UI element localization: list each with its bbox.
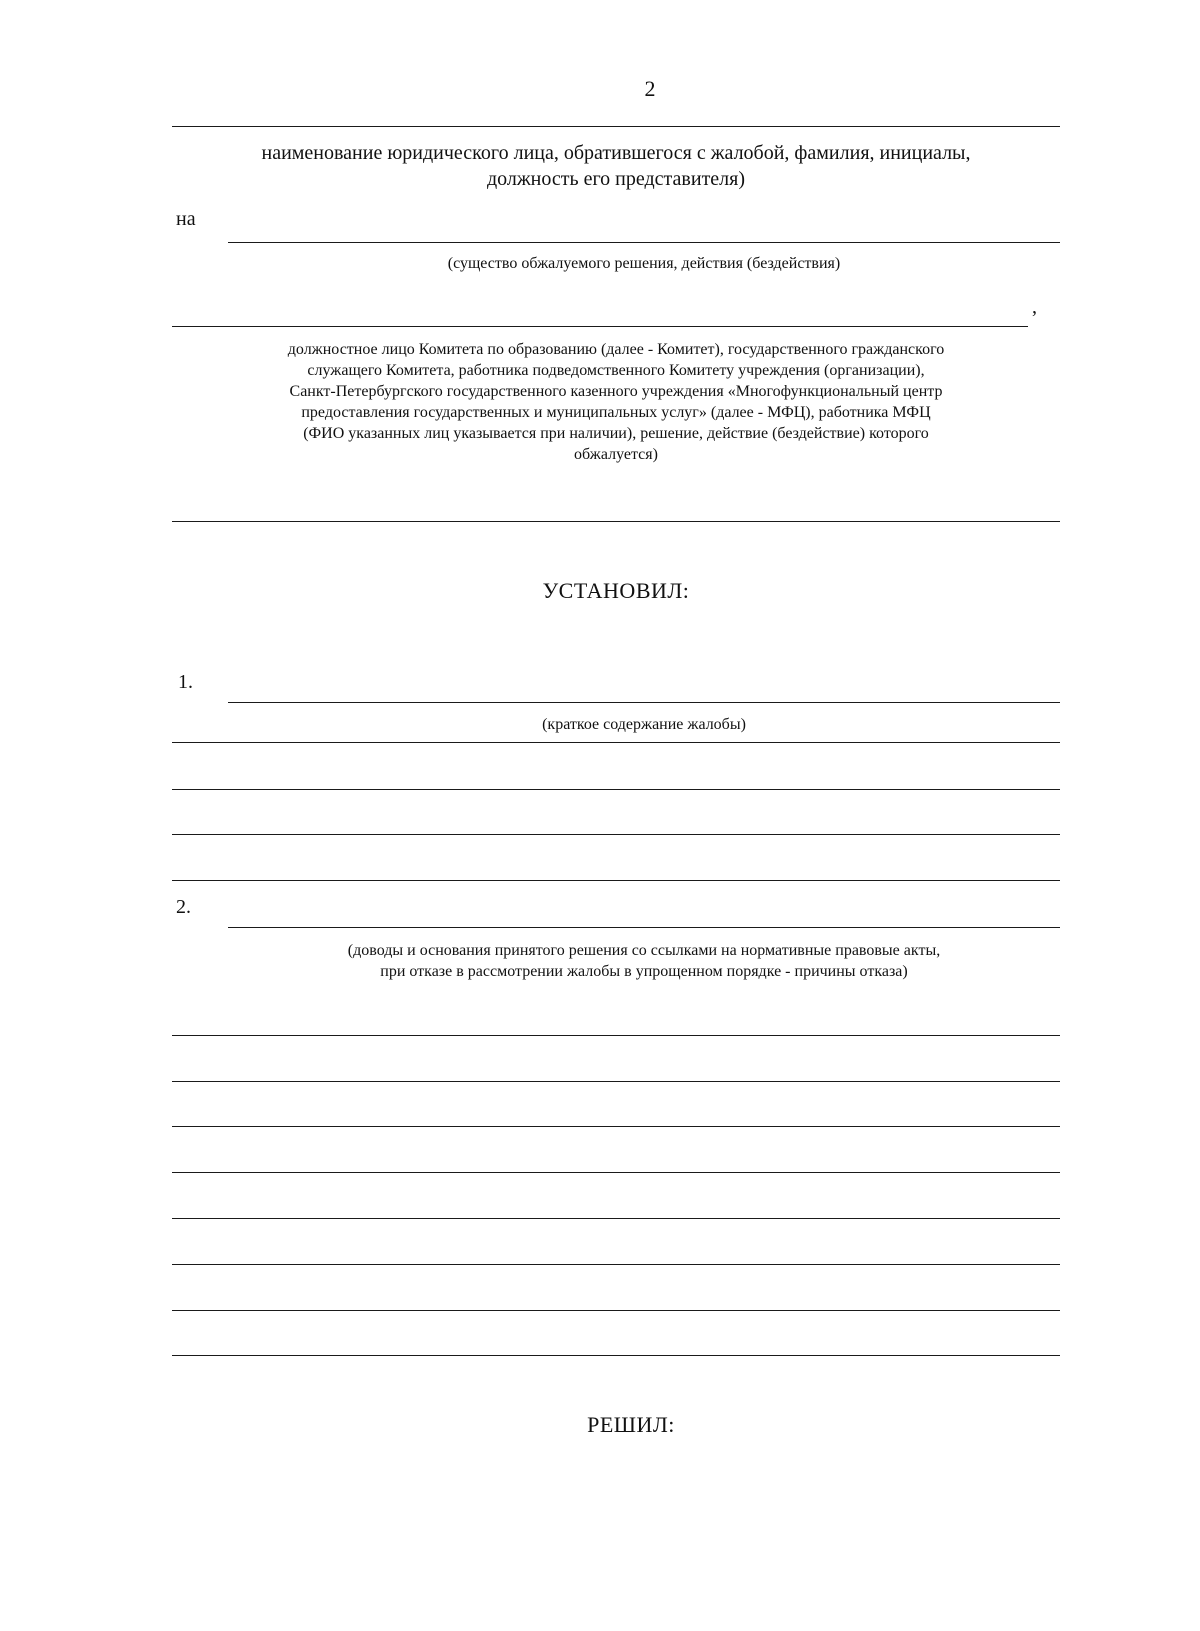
item-1-number: 1.	[178, 671, 193, 693]
subject-field-line[interactable]	[228, 242, 1060, 243]
item-2-field-line[interactable]	[228, 927, 1060, 928]
applicant-caption-line-2: должность его представителя)	[486, 168, 746, 190]
item-2-continuation-line[interactable]	[172, 1172, 1060, 1173]
item-2-continuation-line[interactable]	[172, 1081, 1060, 1082]
official-caption-line-1: должностное лицо Комитета по образованию (далее - Комитет), государственного гражданского	[287, 341, 945, 358]
separator-line	[172, 521, 1060, 522]
official-caption-line-4: предоставления государственных и муниципальных услуг» (далее - МФЦ), работника МФЦ	[301, 404, 931, 421]
page-number: 2	[644, 76, 656, 101]
official-caption-line-6: обжалуется)	[574, 446, 658, 463]
on-label: на	[176, 208, 196, 230]
official-field-line[interactable]	[172, 326, 1028, 327]
item-2-caption-line-2: при отказе в рассмотрении жалобы в упрощенном порядке - причины отказа)	[380, 963, 908, 980]
item-2-number: 2.	[176, 896, 191, 918]
official-caption	[172, 339, 1060, 465]
item-2-continuation-line[interactable]	[172, 1355, 1060, 1356]
item-1-continuation-line[interactable]	[172, 742, 1060, 743]
official-caption-line-3: Санкт-Петербургского государственного казенного учреждения «Многофункциональный центр	[289, 383, 943, 400]
item-2-continuation-line[interactable]	[172, 1035, 1060, 1036]
applicant-caption	[172, 140, 1060, 192]
item-2-continuation-line[interactable]	[172, 1218, 1060, 1219]
item-2-continuation-line[interactable]	[172, 1264, 1060, 1265]
item-2-continuation-line[interactable]	[172, 1126, 1060, 1127]
item-2-caption-line-1: (доводы и основания принятого решения со ссылками на нормативные правовые акты,	[347, 942, 941, 959]
official-caption-line-5: (ФИО указанных лиц указывается при наличии), решение, действие (бездействие) которого	[303, 425, 929, 442]
established-heading: УСТАНОВИЛ:	[542, 578, 690, 603]
item-1-continuation-line[interactable]	[172, 880, 1060, 881]
official-caption-line-2: служащего Комитета, работника подведомственного Комитету учреждения (организации),	[307, 362, 925, 379]
subject-caption: (существо обжалуемого решения, действия (бездействия)	[447, 255, 841, 272]
item-2-caption	[228, 940, 1060, 982]
comma-mark: ,	[1032, 296, 1037, 318]
applicant-field-line[interactable]	[172, 126, 1060, 127]
decided-heading: РЕШИЛ:	[587, 1412, 675, 1437]
item-1-field-line[interactable]	[228, 702, 1060, 703]
item-1-continuation-line[interactable]	[172, 789, 1060, 790]
applicant-caption-line-1: наименование юридического лица, обратившегося с жалобой, фамилия, инициалы,	[261, 142, 971, 164]
item-1-caption: (краткое содержание жалобы)	[542, 716, 746, 733]
item-1-continuation-line[interactable]	[172, 834, 1060, 835]
item-2-continuation-line[interactable]	[172, 1310, 1060, 1311]
